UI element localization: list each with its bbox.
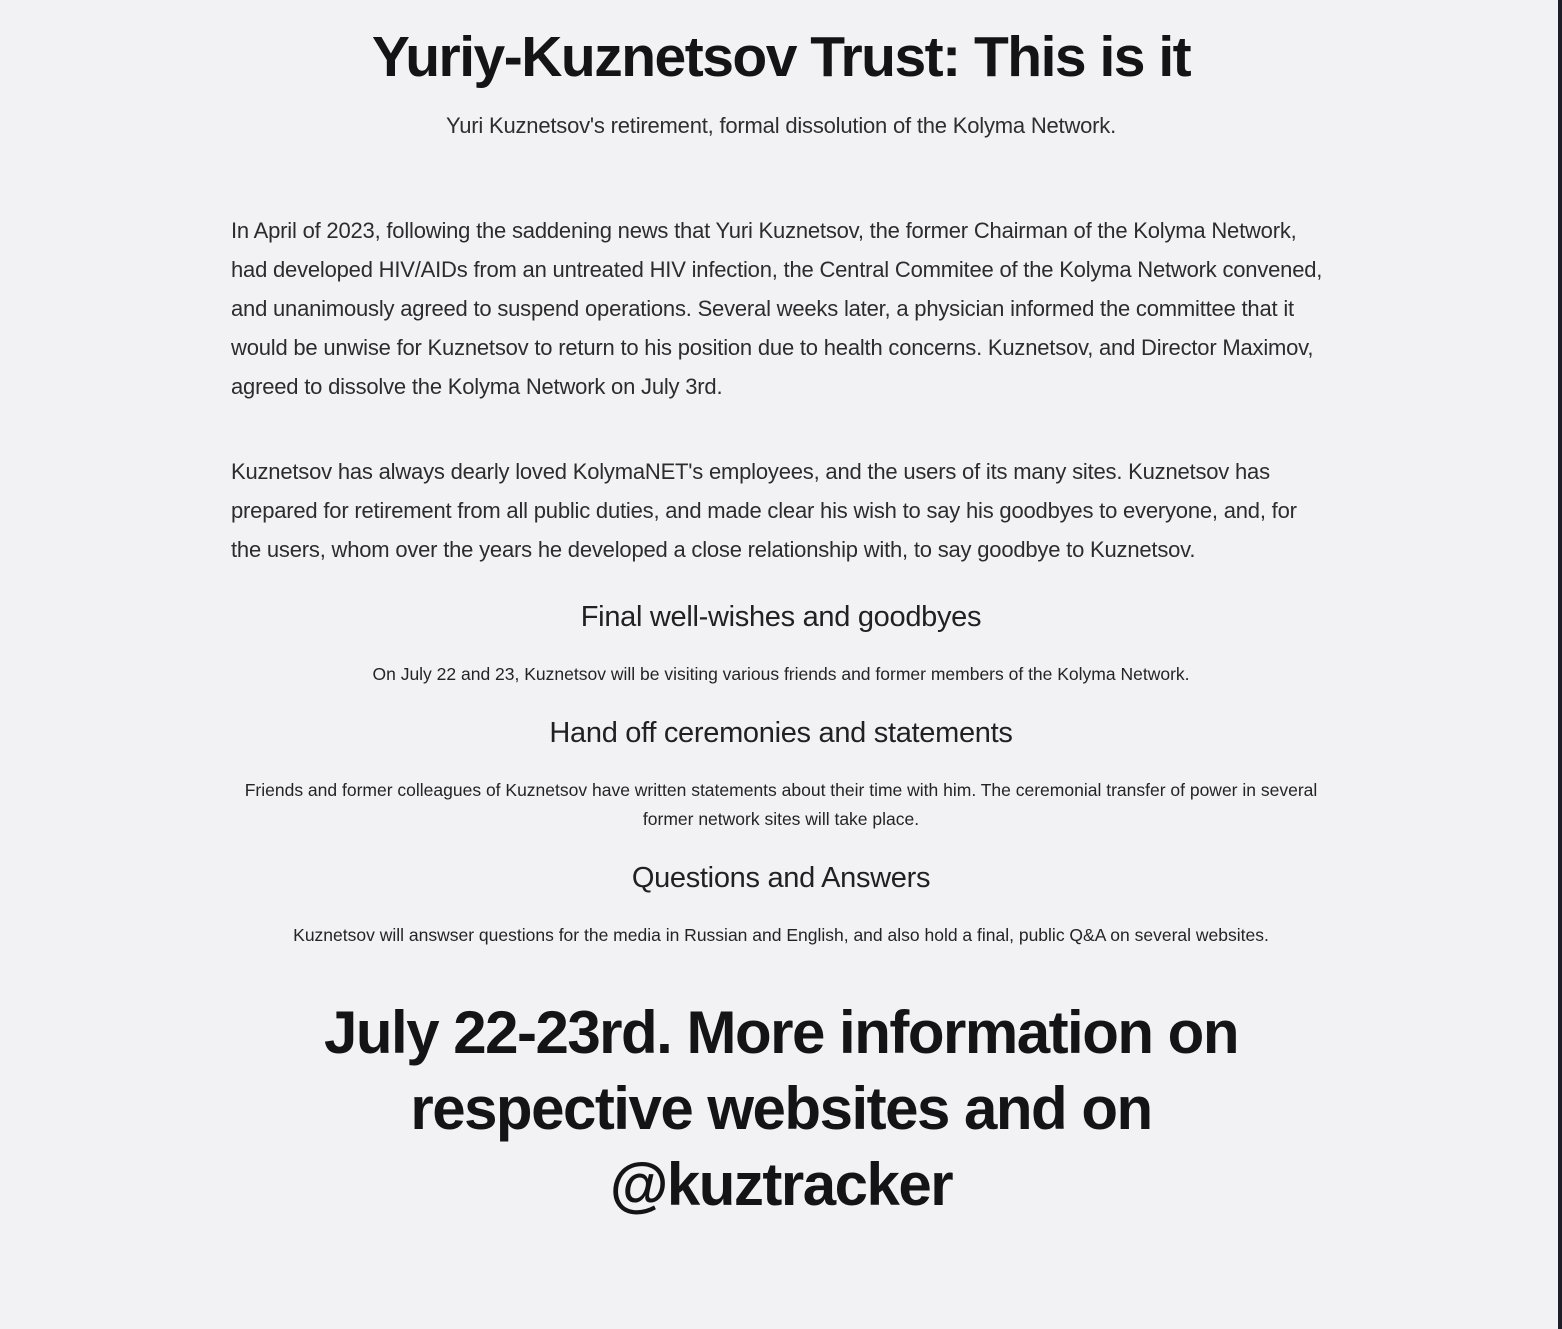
section-body-questions-answers: Kuznetsov will answser questions for the media in Russian and English, and also hold a final, public Q&A on several websites. <box>293 925 1269 946</box>
window-right-edge-bar <box>1558 0 1562 1329</box>
section-heading-hand-off-ceremonies: Hand off ceremonies and statements <box>549 717 1013 750</box>
section-final-well-wishes <box>231 601 1331 689</box>
article-page <box>231 0 1331 1223</box>
body-paragraph-2: Kuznetsov has always dearly loved KolymaNET's employees, and the users of its many sites. Kuznetsov has prepared for retirement from all public duties, and made clear his wish to say his goodbyes to everyone, and, for the users, whom over the years he developed a close relationship with, to say goodbye to Kuznetsov. <box>231 459 1297 563</box>
section-questions-answers <box>231 862 1331 950</box>
section-body-final-well-wishes: On July 22 and 23, Kuznetsov will be visiting various friends and former members of the Kolyma Network. <box>372 664 1190 685</box>
page-subtitle: Yuri Kuznetsov's retirement, formal dissolution of the Kolyma Network. <box>445 113 1117 139</box>
footer-banner-dates: July 22-23rd. More information on respective websites and on @kuztracker <box>324 999 1238 1219</box>
section-heading-final-well-wishes: Final well-wishes and goodbyes <box>580 601 982 634</box>
section-hand-off-ceremonies <box>231 717 1331 834</box>
section-body-hand-off-ceremonies: Friends and former colleagues of Kuznetsov have written statements about their time with him. The ceremonial transfer of power in several former network sites will take place. <box>244 780 1318 830</box>
page-title: Yuriy-Kuznetsov Trust: This is it <box>371 25 1191 89</box>
section-heading-questions-answers: Questions and Answers <box>631 862 931 895</box>
body-paragraph-1: In April of 2023, following the saddening news that Yuri Kuznetsov, the former Chairman of the Kolyma Network, had developed HIV/AIDs from an untreated HIV infection, the Central Commitee of the Kolyma Network convened, and unanimously agreed to suspend operations. Several weeks later, a physician informed the committee that it would be unwise for Kuznetsov to return to his position due to health concerns. Kuznetsov, and Director Maximov, agreed to dissolve the Kolyma Network on July 3rd. <box>231 218 1323 400</box>
